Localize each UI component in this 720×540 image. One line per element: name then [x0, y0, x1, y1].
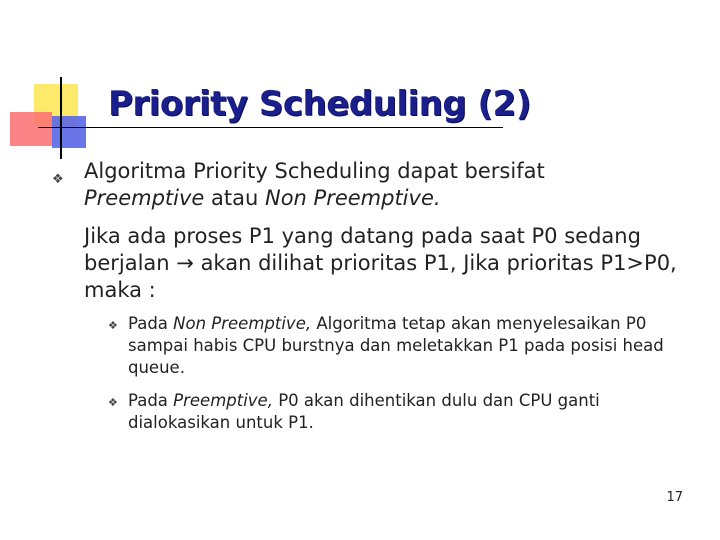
- main-point-line1: Algoritma Priority Scheduling dapat bersifat: [84, 159, 545, 183]
- decorative-vertical-line: [60, 77, 62, 159]
- sub-point-mode: Preemptive,: [173, 391, 273, 410]
- preemptive-term: Preemptive: [84, 186, 205, 210]
- slide-title: Priority Scheduling (2): [108, 84, 531, 124]
- arrow-icon: →: [176, 251, 194, 275]
- sub-point-prefix: Pada: [128, 314, 174, 333]
- bullet-icon: ❖: [52, 172, 64, 187]
- non-preemptive-term: Non Preemptive.: [264, 186, 441, 210]
- condition-paragraph: [84, 223, 684, 304]
- condition-text-b: akan dilihat prioritas P1, Jika prioritas P1>P0, maka :: [84, 251, 677, 302]
- sub-bullet-icon: ❖: [108, 319, 118, 332]
- decorative-blue-square: [52, 116, 86, 148]
- sub-point-mode: Non Preemptive,: [173, 314, 312, 333]
- main-point: [84, 158, 684, 212]
- decorative-red-square: [10, 112, 52, 146]
- sub-point-non-preemptive: [128, 313, 698, 379]
- sub-bullet-icon: ❖: [108, 396, 118, 409]
- sub-point-prefix: Pada: [128, 391, 174, 410]
- sub-point-preemptive: [128, 390, 698, 434]
- page-number: 17: [666, 490, 683, 505]
- condition-text-a: Jika ada proses P1 yang datang pada saat P0 sedang berjalan: [84, 224, 641, 275]
- atau-text: atau: [204, 186, 265, 210]
- sub-point-text: Algoritma tetap akan menyelesaikan P0 sampai habis CPU burstnya dan meletakkan P1 pada posisi head queue.: [128, 314, 664, 377]
- sub-point-text: P0 akan dihentikan dulu dan CPU ganti dialokasikan untuk P1.: [128, 391, 600, 432]
- title-underline: [38, 127, 503, 128]
